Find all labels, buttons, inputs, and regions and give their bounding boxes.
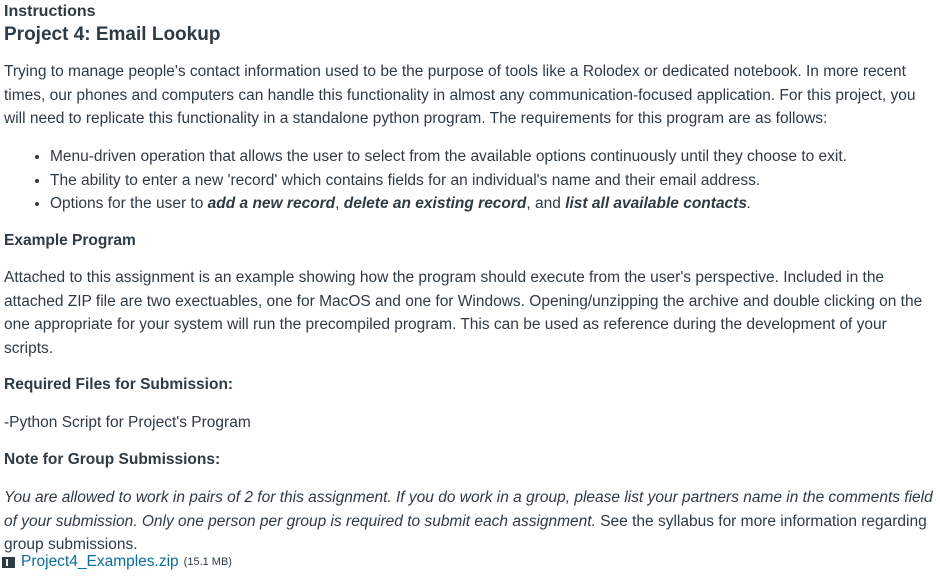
group-submissions-heading: Note for Group Submissions: xyxy=(4,451,221,468)
example-program-heading: Example Program xyxy=(4,232,136,249)
requirements-list xyxy=(4,145,938,216)
option-add-record: add a new record xyxy=(207,195,336,212)
list-item: • The ability to enter a new 'record' which contains fields for an individual's name and their email address. xyxy=(50,169,938,193)
group-italic-text: You are allowed to work in pairs of 2 for this assignment. If you do work in a group, please list your partners name in the comments field of your submission. Only one person per group is required to submit each assignment. xyxy=(4,489,933,530)
page-title: Project 4: Email Lookup xyxy=(4,24,221,45)
list-item-text: Options for the user to xyxy=(50,195,208,212)
list-item xyxy=(50,192,938,216)
list-item-text: , xyxy=(335,195,344,212)
example-program-paragraph: Attached to this assignment is an example showing how the program should execute from the user's perspective. Included in the attached ZIP file are two exectuables, one for MacOS and one for Windows. Opening/unzipping the archive and double clicking on the one appropriate for your system will run the precompiled program. This can be used as reference during the development of your scripts. xyxy=(4,269,923,357)
list-item-text: , and xyxy=(526,195,566,212)
list-item-text: . xyxy=(746,195,752,212)
option-list-contacts: list all available contacts xyxy=(565,195,747,212)
group-submissions-paragraph xyxy=(4,486,938,557)
zip-file-icon xyxy=(2,557,15,568)
option-delete-record: delete an existing record xyxy=(343,195,527,212)
attachment-file-size: (15.1 MB) xyxy=(183,556,232,568)
attachment-download-link[interactable]: Project4_Examples.zip xyxy=(21,553,179,570)
list-item: • Menu-driven operation that allows the user to select from the available options continuously until they choose to exit. xyxy=(50,145,938,169)
required-files-text: -Python Script for Project's Program xyxy=(4,414,251,431)
attachment xyxy=(2,553,232,571)
required-files-heading: Required Files for Submission: xyxy=(4,376,234,393)
intro-paragraph: Trying to manage people's contact information used to be the purpose of tools like a Rolodex or dedicated notebook. In more recent times, our phones and computers can handle this functionality in almost any communication-focused application. For this project, you will need to replicate this functionality in a standalone python program. The requirements for this program are as follows: xyxy=(4,63,916,127)
instructions-label: Instructions xyxy=(4,3,96,20)
group-plain-text: See the syllabus for more information regarding group submissions. xyxy=(4,512,927,553)
